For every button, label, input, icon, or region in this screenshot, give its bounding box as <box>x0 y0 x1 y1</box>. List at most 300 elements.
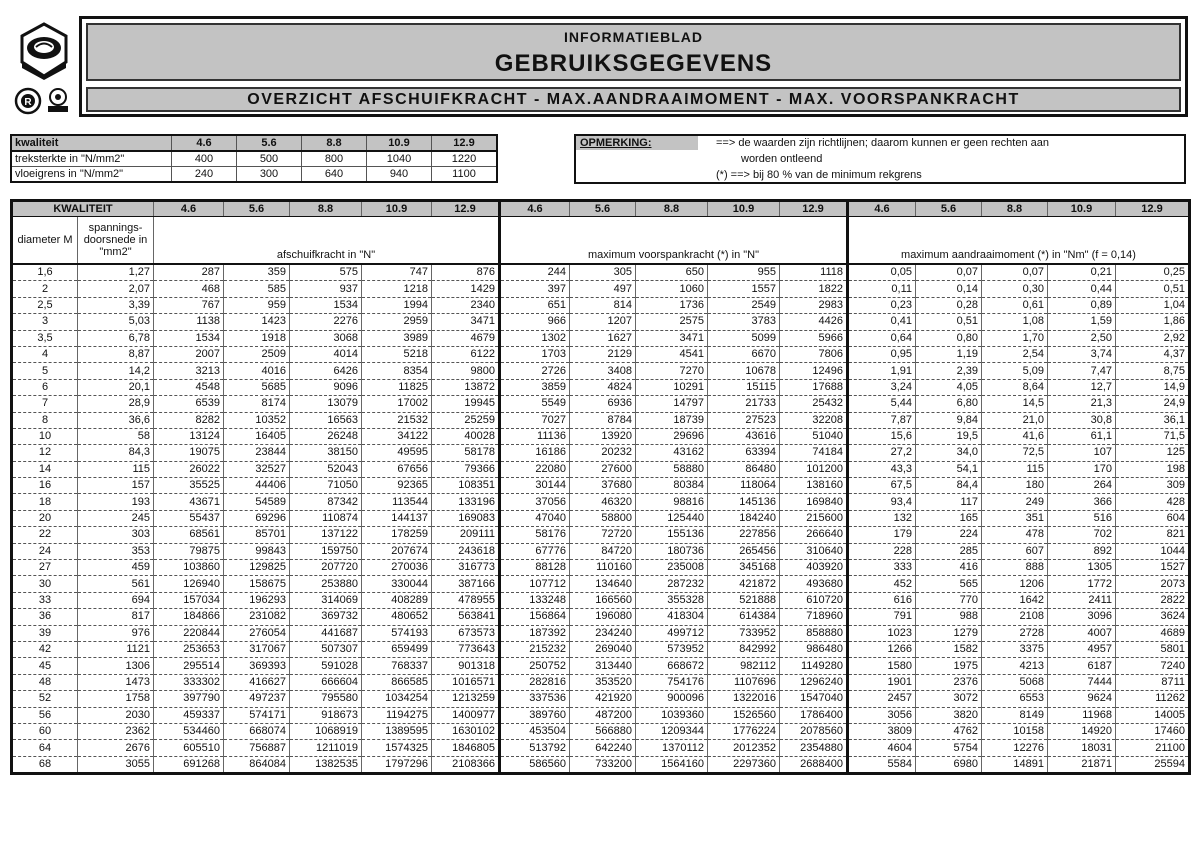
value-cell: 2411 <box>1048 592 1116 608</box>
value-cell: 10678 <box>708 363 780 379</box>
value-cell: 27523 <box>708 412 780 428</box>
value-cell: 1846805 <box>432 740 500 756</box>
grade-cell: 10.9 <box>1048 201 1116 217</box>
value-cell: 250752 <box>500 658 570 674</box>
table-row <box>12 691 1190 707</box>
grade-cell: 8.8 <box>290 201 362 217</box>
value-cell: 791 <box>848 609 916 625</box>
table-row <box>12 674 1190 690</box>
value-cell: 166560 <box>570 592 636 608</box>
table-row <box>12 478 1190 494</box>
value-cell: 574193 <box>362 625 432 641</box>
grade-cell: 5.6 <box>224 201 290 217</box>
value-cell: 228 <box>848 543 916 559</box>
value-cell: 314069 <box>290 592 362 608</box>
value-cell: 4541 <box>636 346 708 362</box>
value-cell: 1266 <box>848 641 916 657</box>
table-row <box>12 379 1190 395</box>
diameter-cell: 14 <box>12 461 78 477</box>
value-cell: 14891 <box>982 756 1048 773</box>
value-cell: 864084 <box>224 756 290 773</box>
value-cell: 253653 <box>154 641 224 657</box>
diameter-cell: 12 <box>12 445 78 461</box>
grade-cell: 4.6 <box>172 135 237 151</box>
diameter-cell: 6 <box>12 379 78 395</box>
yield-label: vloeigrens in "N/mm2" <box>11 167 172 183</box>
value-cell: 369732 <box>290 609 362 625</box>
value-cell: 2073 <box>1116 576 1190 592</box>
value-cell: 14,5 <box>982 396 1048 412</box>
table-row <box>12 445 1190 461</box>
value-cell: 7,87 <box>848 412 916 428</box>
value-cell: 651 <box>500 297 570 313</box>
value-cell: 179 <box>848 527 916 543</box>
value-cell: 428 <box>1116 494 1190 510</box>
diameter-cell: 36 <box>12 609 78 625</box>
value-cell: 563841 <box>432 609 500 625</box>
section-cell: 14,2 <box>78 363 154 379</box>
value-cell: 0,89 <box>1048 297 1116 313</box>
value-cell: 1118 <box>780 264 848 281</box>
value-cell: 10352 <box>224 412 290 428</box>
value-cell: 13872 <box>432 379 500 395</box>
value-cell: 4679 <box>432 330 500 346</box>
value-cell: 19075 <box>154 445 224 461</box>
value-cell: 441687 <box>290 625 362 641</box>
value-cell: 1,70 <box>982 330 1048 346</box>
value-cell: 0,28 <box>916 297 982 313</box>
value-cell: 842992 <box>708 641 780 657</box>
header-subtitle: OVERZICHT AFSCHUIFKRACHT - MAX.AANDRAAIMOMENT - MAX. VOORSPANKRACHT <box>86 87 1181 112</box>
value-cell: 25594 <box>1116 756 1190 773</box>
value-cell: 565 <box>916 576 982 592</box>
value-cell: 165 <box>916 510 982 526</box>
section-cell: 8,87 <box>78 346 154 362</box>
value-cell: 1574325 <box>362 740 432 756</box>
value-cell: 955 <box>708 264 780 281</box>
value-cell: 58176 <box>500 527 570 543</box>
grade-header-row <box>11 135 497 151</box>
section-cell: 2676 <box>78 740 154 756</box>
value-cell: 134640 <box>570 576 636 592</box>
value-cell: 13079 <box>290 396 362 412</box>
section-cell: 157 <box>78 478 154 494</box>
value-cell: 8174 <box>224 396 290 412</box>
diameter-cell: 33 <box>12 592 78 608</box>
value-cell: 1068919 <box>290 723 362 739</box>
value-cell: 231082 <box>224 609 290 625</box>
value-cell: 453504 <box>500 723 570 739</box>
value-cell: 1557 <box>708 281 780 297</box>
value-cell: 4016 <box>224 363 290 379</box>
value-cell: 15,6 <box>848 428 916 444</box>
value-cell: 1627 <box>570 330 636 346</box>
value-cell: 1,59 <box>1048 314 1116 330</box>
value-cell: 79875 <box>154 543 224 559</box>
value-cell: 988 <box>916 609 982 625</box>
grade-cell: 8.8 <box>302 135 367 151</box>
diameter-cell: 8 <box>12 412 78 428</box>
value-cell: 253880 <box>290 576 362 592</box>
value-cell: 586560 <box>500 756 570 773</box>
value-cell: 12,7 <box>1048 379 1116 395</box>
value-cell: 0,51 <box>916 314 982 330</box>
value-cell: 88128 <box>500 560 570 576</box>
value-cell: 38150 <box>290 445 362 461</box>
value-cell: 5,09 <box>982 363 1048 379</box>
grade-cell: 4.6 <box>848 201 916 217</box>
value-cell: 6553 <box>982 691 1048 707</box>
value-cell: 1060 <box>636 281 708 297</box>
value-cell: 101200 <box>780 461 848 477</box>
section-cell: 1473 <box>78 674 154 690</box>
value-cell: 3624 <box>1116 609 1190 625</box>
value-cell: 14005 <box>1116 707 1190 723</box>
remark-line: (*) ==> bij 80 % van de minimum rekgrens <box>716 169 922 181</box>
value-cell: 26248 <box>290 428 362 444</box>
value-cell: 198 <box>1116 461 1190 477</box>
table-row <box>12 264 1190 281</box>
value-cell: 673573 <box>432 625 500 641</box>
value-cell: 0,07 <box>916 264 982 281</box>
value-cell: 607 <box>982 543 1048 559</box>
value-cell: 573952 <box>636 641 708 657</box>
value-cell: 227856 <box>708 527 780 543</box>
section-cell: 245 <box>78 510 154 526</box>
value-cell: 30144 <box>500 478 570 494</box>
diameter-cell: 2 <box>12 281 78 297</box>
value-cell: 0,25 <box>1116 264 1190 281</box>
value-cell: 1580 <box>848 658 916 674</box>
value-cell: 1305 <box>1048 560 1116 576</box>
value-cell: 108351 <box>432 478 500 494</box>
value-cell: 196080 <box>570 609 636 625</box>
grade-cell: 4.6 <box>154 201 224 217</box>
value-cell: 74184 <box>780 445 848 461</box>
remark-line: worden ontleend <box>741 153 823 165</box>
value-cell: 6122 <box>432 346 500 362</box>
value-cell: 126940 <box>154 576 224 592</box>
value-cell: 345168 <box>708 560 780 576</box>
tensile-value: 1040 <box>367 151 432 167</box>
value-cell: 84720 <box>570 543 636 559</box>
value-cell: 7806 <box>780 346 848 362</box>
value-cell: 585 <box>224 281 290 297</box>
section-cell: 28,9 <box>78 396 154 412</box>
value-cell: 44406 <box>224 478 290 494</box>
diameter-cell: 24 <box>12 543 78 559</box>
value-cell: 1209344 <box>636 723 708 739</box>
section-cell: 2362 <box>78 723 154 739</box>
table-row <box>12 363 1190 379</box>
value-cell: 2,92 <box>1116 330 1190 346</box>
value-cell: 13124 <box>154 428 224 444</box>
value-cell: 1389595 <box>362 723 432 739</box>
value-cell: 1527 <box>1116 560 1190 576</box>
value-cell: 21,0 <box>982 412 1048 428</box>
value-cell: 25432 <box>780 396 848 412</box>
value-cell: 71,5 <box>1116 428 1190 444</box>
value-cell: 4007 <box>1048 625 1116 641</box>
value-cell: 4213 <box>982 658 1048 674</box>
value-cell: 67776 <box>500 543 570 559</box>
value-cell: 11262 <box>1116 691 1190 707</box>
value-cell: 234240 <box>570 625 636 641</box>
r-mark-logo-icon <box>14 86 78 116</box>
value-cell: 888 <box>982 560 1048 576</box>
value-cell: 4762 <box>916 723 982 739</box>
value-cell: 1,04 <box>1116 297 1190 313</box>
value-cell: 1302 <box>500 330 570 346</box>
diameter-cell: 48 <box>12 674 78 690</box>
value-cell: 1107696 <box>708 674 780 690</box>
value-cell: 1797296 <box>362 756 432 773</box>
value-cell: 3072 <box>916 691 982 707</box>
value-cell: 1994 <box>362 297 432 313</box>
grade-cell: 5.6 <box>916 201 982 217</box>
value-cell: 9800 <box>432 363 500 379</box>
value-cell: 702 <box>1048 527 1116 543</box>
value-cell: 215232 <box>500 641 570 657</box>
value-cell: 265456 <box>708 543 780 559</box>
value-cell: 2376 <box>916 674 982 690</box>
value-cell: 966 <box>500 314 570 330</box>
value-cell: 0,11 <box>848 281 916 297</box>
value-cell: 6426 <box>290 363 362 379</box>
section-cell: 6,78 <box>78 330 154 346</box>
diameter-cell: 16 <box>12 478 78 494</box>
value-cell: 316773 <box>432 560 500 576</box>
grade-cell: 10.9 <box>367 135 432 151</box>
table-row <box>12 330 1190 346</box>
bolt-nut-logo-icon <box>14 22 74 80</box>
table-row <box>12 658 1190 674</box>
table-row <box>12 314 1190 330</box>
value-cell: 6670 <box>708 346 780 362</box>
value-cell: 249 <box>982 494 1048 510</box>
value-cell: 169083 <box>432 510 500 526</box>
grade-cell: 12.9 <box>780 201 848 217</box>
grade-cell: 10.9 <box>362 201 432 217</box>
diameter-cell: 30 <box>12 576 78 592</box>
value-cell: 215600 <box>780 510 848 526</box>
value-cell: 2340 <box>432 297 500 313</box>
value-cell: 901318 <box>432 658 500 674</box>
value-cell: 754176 <box>636 674 708 690</box>
value-cell: 3056 <box>848 707 916 723</box>
value-cell: 11136 <box>500 428 570 444</box>
value-cell: 220844 <box>154 625 224 641</box>
value-cell: 287 <box>154 264 224 281</box>
value-cell: 184240 <box>708 510 780 526</box>
value-cell: 41,6 <box>982 428 1048 444</box>
value-cell: 71050 <box>290 478 362 494</box>
value-cell: 51040 <box>780 428 848 444</box>
section-cell: 3055 <box>78 756 154 773</box>
value-cell: 487200 <box>570 707 636 723</box>
value-cell: 1429 <box>432 281 500 297</box>
value-cell: 110160 <box>570 560 636 576</box>
grade-cell: 5.6 <box>570 201 636 217</box>
value-cell: 37056 <box>500 494 570 510</box>
value-cell: 1,19 <box>916 346 982 362</box>
value-cell: 1322016 <box>708 691 780 707</box>
value-cell: 2575 <box>636 314 708 330</box>
value-cell: 4604 <box>848 740 916 756</box>
remark-heading: OPMERKING: <box>576 136 698 150</box>
value-cell: 103860 <box>154 560 224 576</box>
value-cell: 733200 <box>570 756 636 773</box>
value-cell: 7027 <box>500 412 570 428</box>
value-cell: 3471 <box>432 314 500 330</box>
value-cell: 668074 <box>224 723 290 739</box>
diameter-cell: 3,5 <box>12 330 78 346</box>
value-cell: 2822 <box>1116 592 1190 608</box>
value-cell: 145136 <box>708 494 780 510</box>
value-cell: 892 <box>1048 543 1116 559</box>
value-cell: 2726 <box>500 363 570 379</box>
value-cell: 650 <box>636 264 708 281</box>
value-cell: 5,44 <box>848 396 916 412</box>
value-cell: 196293 <box>224 592 290 608</box>
value-cell: 11825 <box>362 379 432 395</box>
value-cell: 155136 <box>636 527 708 543</box>
value-cell: 330044 <box>362 576 432 592</box>
yield-value: 640 <box>302 167 367 183</box>
value-cell: 369393 <box>224 658 290 674</box>
tensile-value: 400 <box>172 151 237 167</box>
main-data-table <box>10 199 1191 775</box>
value-cell: 2276 <box>290 314 362 330</box>
value-cell: 133248 <box>500 592 570 608</box>
value-cell: 2457 <box>848 691 916 707</box>
value-cell: 497237 <box>224 691 290 707</box>
value-cell: 3,74 <box>1048 346 1116 362</box>
diameter-cell: 27 <box>12 560 78 576</box>
value-cell: 659499 <box>362 641 432 657</box>
value-cell: 1039360 <box>636 707 708 723</box>
value-cell: 7,47 <box>1048 363 1116 379</box>
value-cell: 18031 <box>1048 740 1116 756</box>
value-cell: 107712 <box>500 576 570 592</box>
value-cell: 17002 <box>362 396 432 412</box>
value-cell: 513792 <box>500 740 570 756</box>
value-cell: 770 <box>916 592 982 608</box>
value-cell: 756887 <box>224 740 290 756</box>
value-cell: 63394 <box>708 445 780 461</box>
value-cell: 1279 <box>916 625 982 641</box>
value-cell: 397790 <box>154 691 224 707</box>
value-cell: 351 <box>982 510 1048 526</box>
value-cell: 574171 <box>224 707 290 723</box>
value-cell: 591028 <box>290 658 362 674</box>
value-cell: 6,80 <box>916 396 982 412</box>
value-cell: 4548 <box>154 379 224 395</box>
value-cell: 0,07 <box>982 264 1048 281</box>
value-cell: 7444 <box>1048 674 1116 690</box>
value-cell: 3408 <box>570 363 636 379</box>
value-cell: 2108 <box>982 609 1048 625</box>
value-cell: 2509 <box>224 346 290 362</box>
remark-box <box>574 134 1186 184</box>
value-cell: 310640 <box>780 543 848 559</box>
value-cell: 178259 <box>362 527 432 543</box>
value-cell: 1547040 <box>780 691 848 707</box>
table-row <box>12 576 1190 592</box>
value-cell: 814 <box>570 297 636 313</box>
value-cell: 12496 <box>780 363 848 379</box>
value-cell: 768337 <box>362 658 432 674</box>
value-cell: 67,5 <box>848 478 916 494</box>
section-cell: 1,27 <box>78 264 154 281</box>
diameter-cell: 45 <box>12 658 78 674</box>
value-cell: 3213 <box>154 363 224 379</box>
value-cell: 235008 <box>636 560 708 576</box>
diameter-cell: 64 <box>12 740 78 756</box>
value-cell: 1400977 <box>432 707 500 723</box>
section-header: spannings-doorsnede in "mm2" <box>78 217 154 265</box>
value-cell: 72720 <box>570 527 636 543</box>
value-cell: 333 <box>848 560 916 576</box>
value-cell: 25259 <box>432 412 500 428</box>
diameter-cell: 22 <box>12 527 78 543</box>
table-row <box>12 560 1190 576</box>
grade-cell: 8.8 <box>982 201 1048 217</box>
torque-header: maximum aandraaimoment (*) in "Nm" (f = 0,14) <box>848 217 1190 265</box>
value-cell: 137122 <box>290 527 362 543</box>
value-cell: 22080 <box>500 461 570 477</box>
value-cell: 452 <box>848 576 916 592</box>
value-cell: 767 <box>154 297 224 313</box>
value-cell: 158675 <box>224 576 290 592</box>
value-cell: 12276 <box>982 740 1048 756</box>
value-cell: 2129 <box>570 346 636 362</box>
section-cell: 1121 <box>78 641 154 657</box>
value-cell: 337536 <box>500 691 570 707</box>
value-cell: 118064 <box>708 478 780 494</box>
value-cell: 2688400 <box>780 756 848 773</box>
section-cell: 561 <box>78 576 154 592</box>
grade-label: kwaliteit <box>11 135 172 151</box>
value-cell: 0,44 <box>1048 281 1116 297</box>
value-cell: 156864 <box>500 609 570 625</box>
value-cell: 1044 <box>1116 543 1190 559</box>
value-cell: 2354880 <box>780 740 848 756</box>
value-cell: 29696 <box>636 428 708 444</box>
value-cell: 125 <box>1116 445 1190 461</box>
diameter-cell: 20 <box>12 510 78 526</box>
value-cell: 1630102 <box>432 723 500 739</box>
value-cell: 5966 <box>780 330 848 346</box>
value-cell: 10158 <box>982 723 1048 739</box>
value-cell: 2297360 <box>708 756 780 773</box>
value-cell: 4824 <box>570 379 636 395</box>
value-cell: 459337 <box>154 707 224 723</box>
table-row <box>12 510 1190 526</box>
grade-cell: 12.9 <box>432 135 498 151</box>
section-cell: 459 <box>78 560 154 576</box>
section-cell: 976 <box>78 625 154 641</box>
section-cell: 84,3 <box>78 445 154 461</box>
value-cell: 2,54 <box>982 346 1048 362</box>
value-cell: 604 <box>1116 510 1190 526</box>
section-cell: 58 <box>78 428 154 444</box>
value-cell: 2959 <box>362 314 432 330</box>
value-cell: 747 <box>362 264 432 281</box>
value-cell: 0,23 <box>848 297 916 313</box>
value-cell: 416 <box>916 560 982 576</box>
value-cell: 26022 <box>154 461 224 477</box>
